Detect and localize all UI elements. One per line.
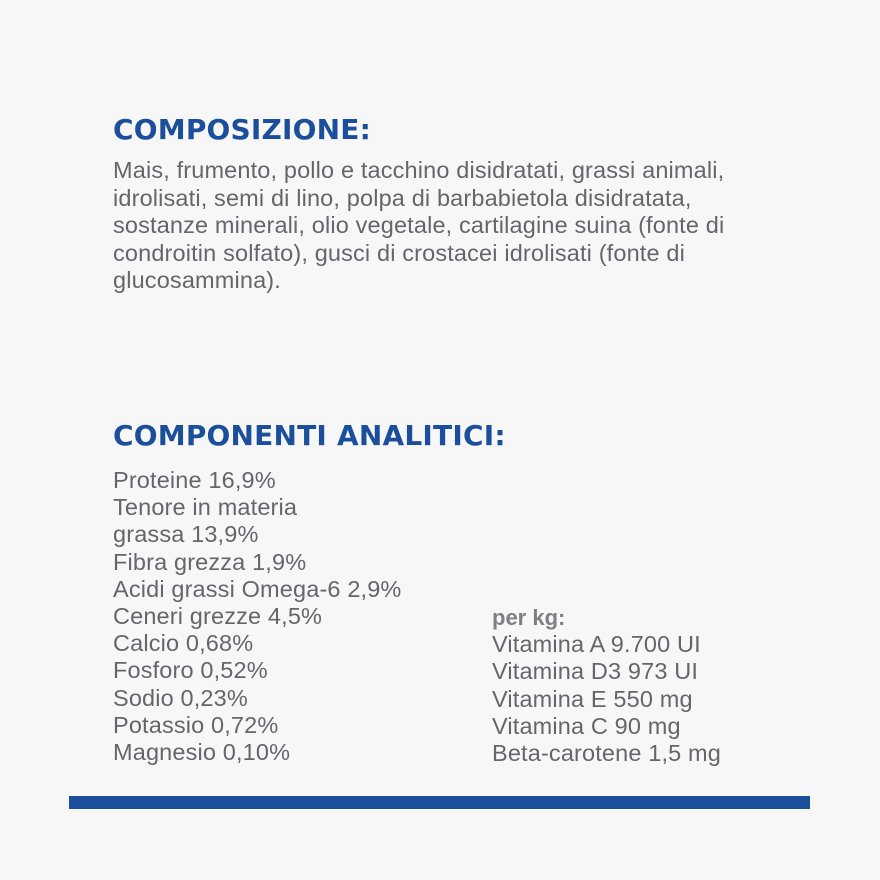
analytic-components-list <box>113 467 401 766</box>
composition-heading: COMPOSIZIONE: <box>113 113 372 146</box>
analytic-item: Fosforo 0,52% <box>113 657 268 684</box>
vitamin-item: Vitamina E 550 mg <box>492 685 693 712</box>
vitamin-item: Beta-carotene 1,5 mg <box>492 740 721 767</box>
analytic-item: Magnesio 0,10% <box>113 739 291 766</box>
vitamin-item: Vitamina C 90 mg <box>492 712 681 739</box>
per-kg-heading: per kg: <box>492 605 566 630</box>
analytic-item: Proteine 16,9% <box>113 467 276 493</box>
analytic-item: Ceneri grezze 4,5% <box>113 603 323 630</box>
analytic-item: Potassio 0,72% <box>113 711 279 738</box>
analytic-item: grassa 13,9% <box>113 521 259 548</box>
vitamins-block <box>492 604 721 767</box>
composition-text: Mais, frumento, pollo e tacchino disidratati, grassi animali, idrolisati, semi di lino, polpa di barbabietola disidratata, sostanze minerali, olio vegetale, cartilagine suina (fonte di condroitin solfato), gusci di crostacei idrolisati (fonte di glucosammina). <box>113 157 725 293</box>
analytic-components-heading: COMPONENTI ANALITICI: <box>113 419 506 452</box>
analytic-item: Fibra grezza 1,9% <box>113 548 307 575</box>
vitamin-item: Vitamina A 9.700 UI <box>492 631 701 658</box>
analytic-item: Sodio 0,23% <box>113 684 248 711</box>
analytic-item: Tenore in materia <box>113 494 298 521</box>
analytic-item: Acidi grassi Omega-6 2,9% <box>113 575 402 602</box>
bottom-accent-bar <box>69 796 810 809</box>
vitamins-list <box>492 631 721 767</box>
analytic-item: Calcio 0,68% <box>113 630 254 657</box>
vitamin-item: Vitamina D3 973 UI <box>492 658 699 685</box>
